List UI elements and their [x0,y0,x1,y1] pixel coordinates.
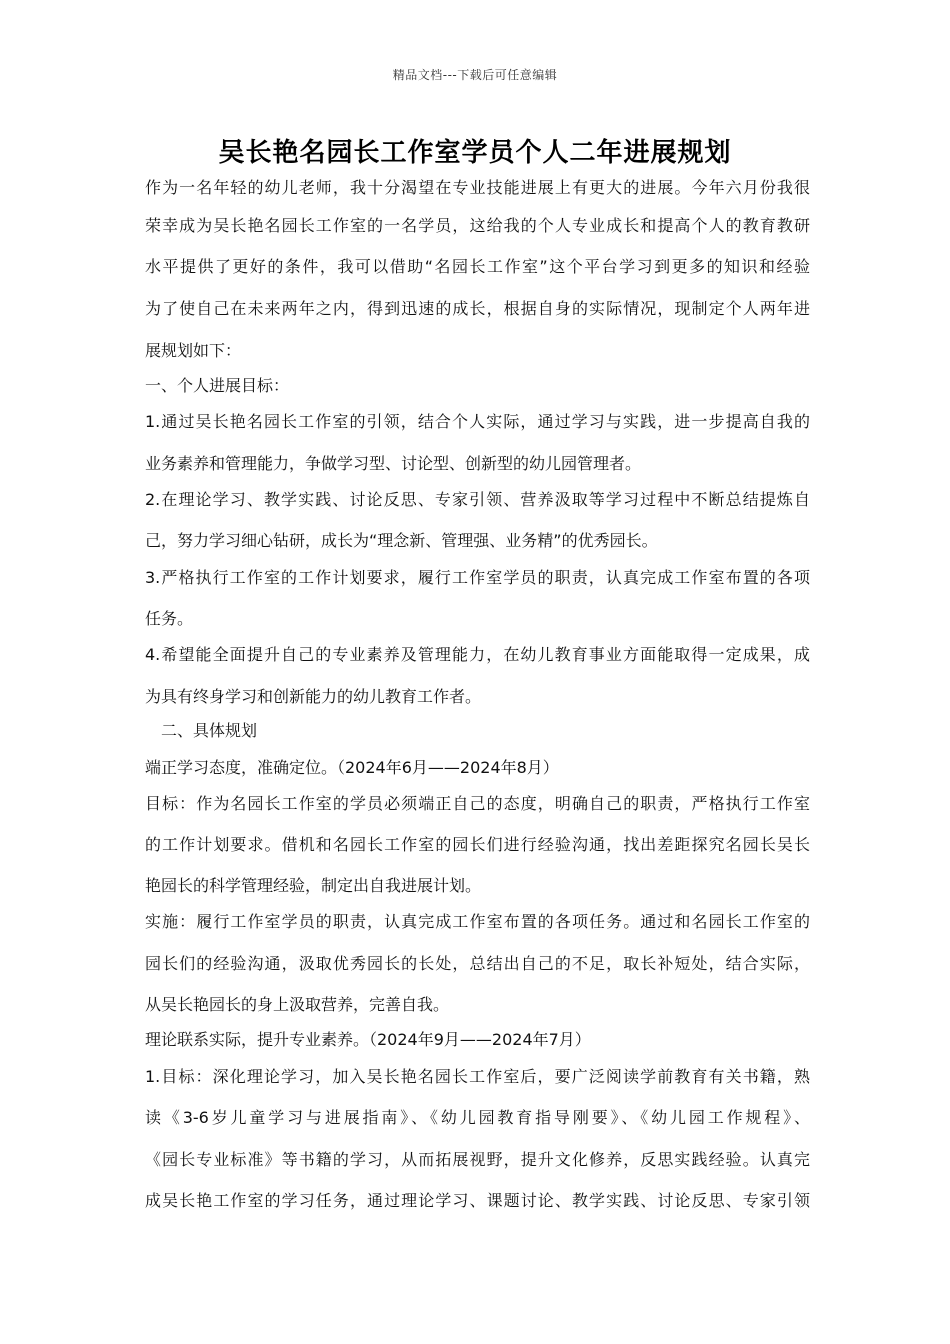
paragraph-line: 成吴长艳工作室的学习任务，通过理论学习、课题讨论、教学实践、讨论反思、专家引领 [145,1191,810,1210]
paragraph-line: 读《3-6岁儿童学习与进展指南》、《幼儿园教育指导刚要》、《幼儿园工作规程》、 [145,1108,810,1127]
subsection-heading: 理论联系实际，提升专业素养。（2024年9月——2024年7月） [145,1030,591,1049]
list-item-line: 任务。 [145,609,194,628]
list-item-line: 2.在理论学习、教学实践、讨论反思、专家引领、营养汲取等学习过程中不断总结提炼自 [145,490,810,509]
paragraph-line: 从吴长艳园长的身上汲取营养，完善自我。 [145,995,450,1014]
subsection-heading: 端正学习态度，准确定位。（2024年6月——2024年8月） [145,758,559,777]
paragraph-line: 目标：作为名园长工作室的学员必须端正自己的态度，明确自己的职责，严格执行工作室 [145,794,810,813]
list-item-line: 3.严格执行工作室的工作计划要求，履行工作室学员的职责，认真完成工作室布置的各项 [145,568,810,587]
document-title: 吴长艳名园长工作室学员个人二年进展规划 [218,138,732,168]
list-item-line: 4.希望能全面提升自己的专业素养及管理能力，在幼儿教育事业方面能取得一定成果，成 [145,645,810,664]
list-item-line: 己，努力学习细心钻研，成长为“理念新、管理强、业务精”的优秀园长。 [145,531,658,550]
list-item-line: 为具有终身学习和创新能力的幼儿教育工作者。 [145,687,482,706]
paragraph-line: 艳园长的科学管理经验，制定出自我进展计划。 [145,876,482,895]
paragraph-line: 荣幸成为吴长艳名园长工作室的一名学员，这给我的个人专业成长和提高个人的教育教研 [145,216,810,235]
page-header: 精品文档---下载后可任意编辑 [392,68,558,82]
list-item-line: 1.通过吴长艳名园长工作室的引领，结合个人实际，通过学习与实践，进一步提高自我的 [145,412,810,431]
paragraph-line: 1.目标：深化理论学习，加入吴长艳名园长工作室后，要广泛阅读学前教育有关书籍，熟 [145,1067,810,1086]
paragraph-line: 展规划如下： [145,341,242,360]
section-heading: 二、具体规划 [161,721,258,740]
paragraph-line: 《园长专业标准》等书籍的学习，从而拓展视野，提升文化修养，反思实践经验。认真完 [145,1150,810,1169]
paragraph-line: 的工作计划要求。借机和名园长工作室的园长们进行经验沟通，找出差距探究名园长吴长 [145,835,810,854]
section-heading: 一、个人进展目标： [145,376,290,395]
paragraph-line: 为了使自己在未来两年之内，得到迅速的成长，根据自身的实际情况，现制定个人两年进 [145,299,810,318]
paragraph-line: 实施：履行工作室学员的职责，认真完成工作室布置的各项任务。通过和名园长工作室的 [145,912,810,931]
paragraph-line: 园长们的经验沟通，汲取优秀园长的长处，总结出自己的不足，取长补短处，结合实际， [145,954,810,973]
list-item-line: 业务素养和管理能力，争做学习型、讨论型、创新型的幼儿园管理者。 [145,454,642,473]
paragraph-line: 作为一名年轻的幼儿老师，我十分渴望在专业技能进展上有更大的进展。今年六月份我很 [145,178,810,197]
paragraph-line: 水平提供了更好的条件，我可以借助“名园长工作室”这个平台学习到更多的知识和经验 [145,257,810,276]
